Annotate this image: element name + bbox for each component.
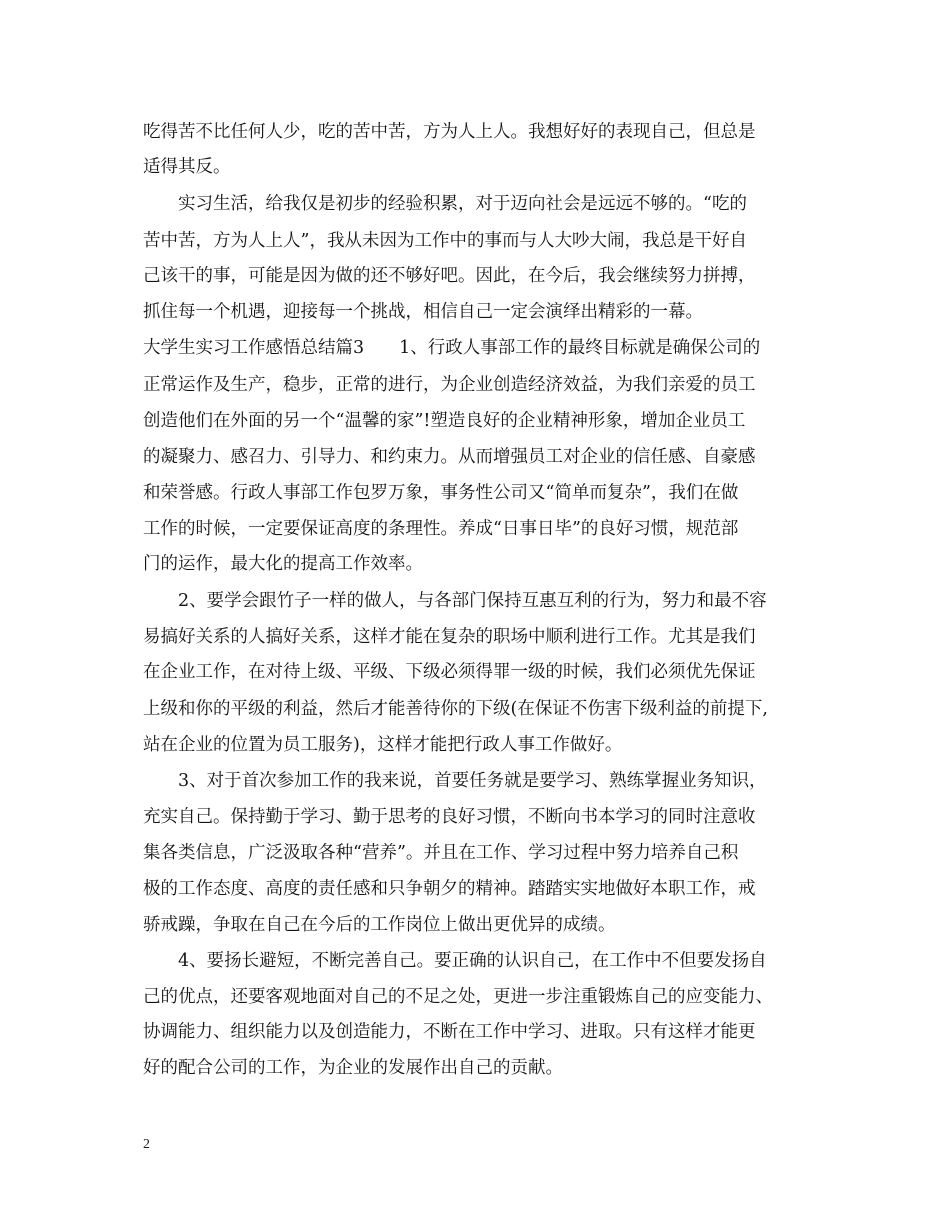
text-line: 上级和你的平级的利益，然后才能善待你的下级(在保证不伤害下级利益的前提下, — [143, 699, 768, 719]
text-line: 和荣誉感。行政人事部工作包罗万象，事务性公司又“简单而复杂”，我们在做 — [143, 483, 739, 503]
text-line: 骄戒躁，争取在自己在今后的工作岗位上做出更优异的成绩。 — [143, 915, 616, 935]
text-line: 己的优点，还要客观地面对自己的不足之处，更进一步注重锻炼自己的应变能力、 — [143, 987, 773, 1007]
text-line: 充实自己。保持勤于学习、勤于思考的良好习惯，不断向书本学习的同时注意收 — [143, 807, 756, 827]
text-line: 极的工作态度、高度的责任感和只争朝夕的精神。踏踏实实地做好本职工作，戒 — [143, 879, 756, 899]
text-line: 吃得苦不比任何人少，吃的苦中苦，方为人上人。我想好好的表现自己，但总是 — [143, 122, 756, 142]
text-line: 工作的时候，一定要保证高度的条理性。养成“日事日毕”的良好习惯，规范部 — [143, 519, 739, 539]
text-line: 在企业工作，在对待上级、平级、下级必须得罪一级的时候，我们必须优先保证 — [143, 662, 756, 682]
paragraph-start-line: 3、对于首次参加工作的我来说，首要任务就是要学习、熟练掌握业务知识， — [178, 771, 767, 791]
text-line: 门的运作，最大化的提高工作效率。 — [143, 554, 423, 574]
paragraph-start-line: 2、要学会跟竹子一样的做人，与各部门保持互惠互利的行为，努力和最不容 — [178, 591, 767, 611]
text-line: 己该干的事，可能是因为做的还不够好吧。因此，在今后，我会继续努力拼搏， — [143, 266, 756, 286]
text-line: 抓住每一个机遇，迎接每一个挑战，相信自己一定会演绎出精彩的一幕。 — [143, 302, 703, 322]
text-line: 协调能力、组织能力以及创造能力，不断在工作中学习、进取。只有这样才能更 — [143, 1022, 756, 1042]
text-line: 站在企业的位置为员工服务)，这样才能把行政人事工作做好。 — [143, 735, 623, 755]
paragraph-start-line: 实习生活，给我仅是初步的经验积累，对于迈向社会是远远不够的。“吃的 — [178, 194, 747, 214]
text-line: 创造他们在外面的另一个“温馨的家”!塑造良好的企业精神形象，增加企业员工 — [143, 411, 746, 431]
page-number: 2 — [143, 1137, 150, 1152]
text-line: 好的配合公司的工作，为企业的发展作出自己的贡献。 — [143, 1058, 563, 1078]
text-line: 苦中苦，方为人上人”，我从未因为工作中的事而与人大吵大闹，我总是干好自 — [143, 231, 747, 251]
text-line: 易搞好关系的人搞好关系，这样才能在复杂的职场中顺利进行工作。尤其是我们 — [143, 627, 756, 647]
text-line: 正常运作及生产，稳步，正常的进行，为企业创造经济效益，为我们亲爱的员工 — [143, 375, 756, 395]
section-heading-line: 大学生实习工作感悟总结篇3 1、行政人事部工作的最终目标就是确保公司的 — [143, 338, 761, 358]
text-line: 集各类信息，广泛汲取各种“营养”。并且在工作、学习过程中努力培养自己积 — [143, 843, 739, 863]
text-line: 适得其反。 — [143, 157, 231, 177]
text-line: 的凝聚力、感召力、引导力、和约束力。从而增强员工对企业的信任感、自豪感 — [143, 447, 756, 467]
paragraph-start-line: 4、要扬长避短，不断完善自己。要正确的认识自己，在工作中不但要发扬自 — [178, 951, 767, 971]
